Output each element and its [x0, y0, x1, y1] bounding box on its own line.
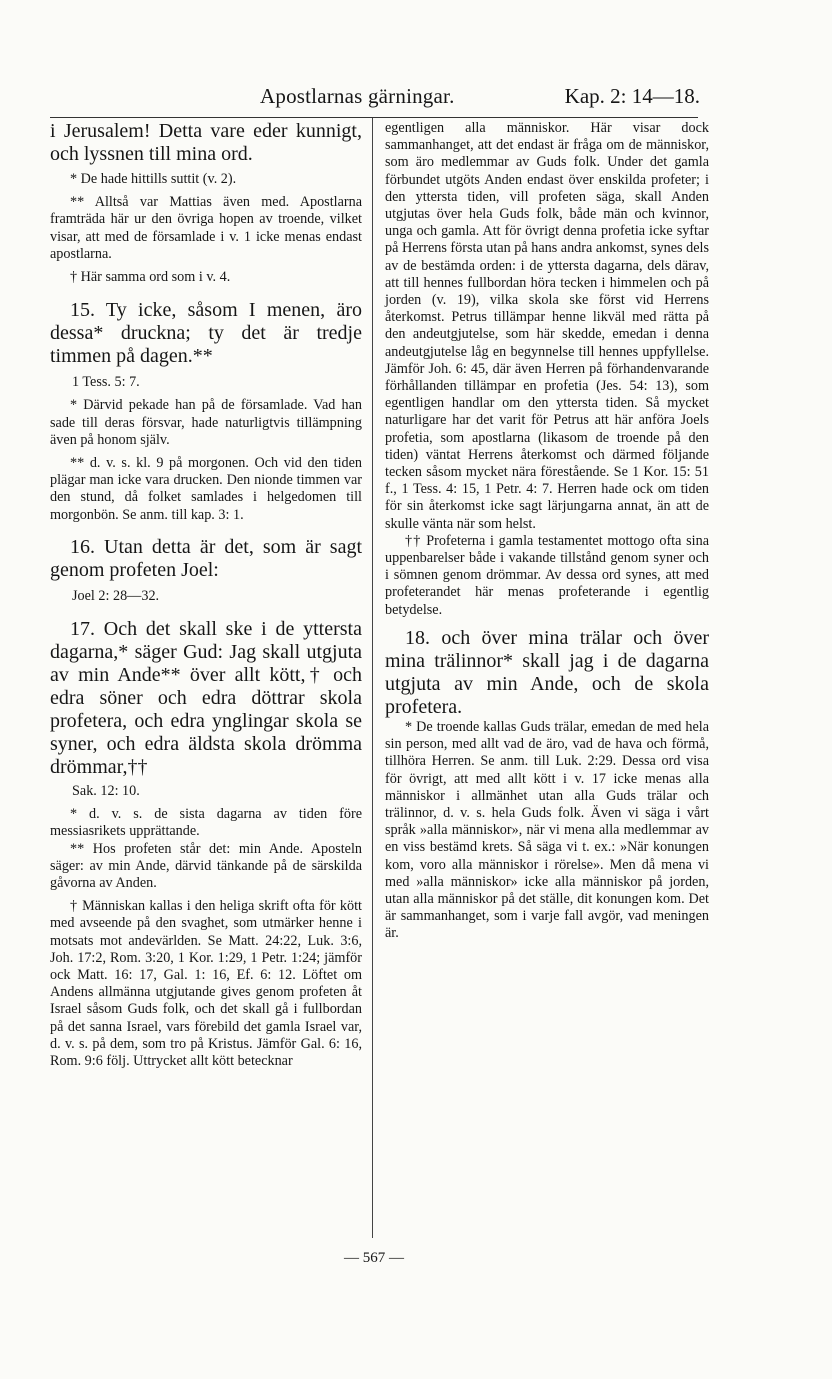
footnote: † Här samma ord som i v. 4.: [70, 269, 231, 286]
verse-16: 16. Utan detta är det, som är sagt genom profeten Joel:: [50, 535, 362, 581]
verse-15: 15. Ty icke, såsom I menen, äro dessa* druckna; ty det är tredje timmen på dagen.**: [50, 299, 362, 368]
page-number: — 567 —: [344, 1250, 404, 1266]
running-header: [50, 84, 700, 110]
chapter-reference: Kap. 2: 14—18.: [564, 84, 700, 108]
footnote: * De troende kallas Guds trälar, emedan de med hela sin person, med allt vad de äro, vad de hava och förmå, tillhöra Herren. Se anm. till Luk. 2:29. Dessa ord visa för övrigt, att med allt kött i v. 17 icke menas alla människor i allmänhet utan alla Guds trälar och trälinnor, d. v. s. hela Guds folk. Även vi säga i vårt språk »alla människor», när vi mena alla medlemmar av en viss bestämd krets. Så säga vi t. ex.: »När konungen kom, voro alla människor i rörelse». Men då mena vi med »alla människor» icke alla människor på jorden, utan alla människor på det ställe, dit konungen kom. Det är sammanhanget, som i varje fall avgör, vad meningen är.: [385, 718, 709, 942]
footnote: * De hade hittills suttit (v. 2).: [70, 171, 237, 187]
footnote: † Människan kallas i den heliga skrift ofta för kött med avseende på den svaghet, som utmärker henne i motsats mot andevärlden. Se Matt. 24:22, Luk. 3:6, Joh. 17:2, Rom. 3:20, 1 Kor. 1:29, 1 Petr. 1:24; jämför ock Matt. 16: 17, Gal. 1: 16, Ef. 6: 12. Löftet om Andens allmänna utgjutande gives genom profeten åt Israel såsom Guds folk, och det skall gå i fullbordan på det sanna Israel, vars förebild det gamla Israel var, d. v. s. på dem, som tro på Kristus. Jämför Gal. 6: 16, Rom. 9:6 följ. Uttrycket allt kött betecknar: [50, 898, 362, 1070]
header-rule: [50, 117, 698, 118]
footnote: †† Profeterna i gamla testamentet mottogo ofta sina uppenbarelser både i vakande tillstånd genom syner och i sömnen genom drömmar. Av dessa ord synes, att med profeterandet här menas profeterande i egentlig betydelse.: [385, 532, 709, 618]
cross-reference: Sak. 12: 10.: [72, 783, 140, 800]
footnote: * Därvid pekade han på de församlade. Vad han sade till deras försvar, hade naturligtvis tillämpning även på honom själv.: [50, 397, 362, 448]
left-column: [50, 120, 362, 1070]
book-title: Apostlarnas gärningar.: [260, 84, 455, 108]
cross-reference: Joel 2: 28—32.: [72, 587, 160, 604]
footnote-continuation: egentligen alla människor. Här visar dock sammanhanget, att det endast är fråga om de människor, som äro medlemmar av Guds folk. Under det gamla förbundet utgöts Anden endast över enskilda profeter; i den yttersta tiden, vill profeten säga, skall Anden utgjutas över hela Guds folk, både män och kvinnor, unga och gamla. Att för övrigt denna profetia icke syftar på Herrens första utan på hans andra ankomst, synes dels av de bestämda orden: i de yttersta dagarna, dels därav, att till hennes fullbordan höra tecken i himmelen och på jorden (v. 19), vilka skola ske först vid Herrens återkomst. Petrus tillämpar henne likväl med rätta på den andeutgjutelse, som här skedde, emedan i denna andeutgjutelse låg en begynnelse till hennes uppfyllelse. Jämför Joh. 6: 45, där även Herren på förhandenvarande förhållanden tillämpar en profetia (Jes. 54: 13), som egentligen handlar om den yttersta tiden. Så mycket naturligare har det varit för Petrus att här anföra Joels profetia, som apostlarna (likasom de troende på den tiden) väntat Herrens återkomst och därmed följande tecken såsom mycket nära förestående. Se 1 Kor. 15: 51 f., 1 Tess. 4: 15, 1 Petr. 4: 7. Herren hade ock om tiden för sin återkomst icke sagt lärjungarna annat, än att de skulle vänta när som helst.: [385, 120, 709, 532]
footnote: ** Hos profeten står det: min Ande. Aposteln säger: av min Ande, därvid tänkande på de särskilda gåvorna av Anden.: [50, 840, 362, 892]
footnote: * d. v. s. de sista dagarna av tiden före messiasrikets upprättande.: [50, 806, 362, 840]
right-column: [385, 120, 709, 943]
footnote: ** Alltså var Mattias även med. Apostlarna framträda här ur den övriga hopen av troende, vilket visar, att med de församlade i v. 1 icke menas endast apostlarna.: [50, 194, 362, 262]
verse-17: 17. Och det skall ske i de yttersta dagarna,* säger Gud: Jag skall utgjuta av min Ande** över allt kött,† och edra söner och edra döttrar skola profetera, och edra ynglingar skola se syner, och edra äldsta skola drömma drömmar,††: [50, 618, 362, 779]
verse-14-continuation: i Jerusalem! Detta vare eder kunnigt, och lyssnen till mina ord.: [50, 120, 362, 165]
verse-18: 18. och över mina trälar och över mina trälinnor* skall jag i de dagarna utgjuta av min Ande, och de skola profetera.: [385, 626, 709, 718]
column-divider: [372, 118, 373, 1238]
cross-reference: 1 Tess. 5: 7.: [72, 374, 140, 391]
footnote: ** d. v. s. kl. 9 på morgonen. Och vid den tiden plägar man icke vara drucken. Den nionde timmen var den stund, då folket samlades i helgedomen till morgonbön. Se anm. till kap. 3: 1.: [50, 455, 362, 523]
